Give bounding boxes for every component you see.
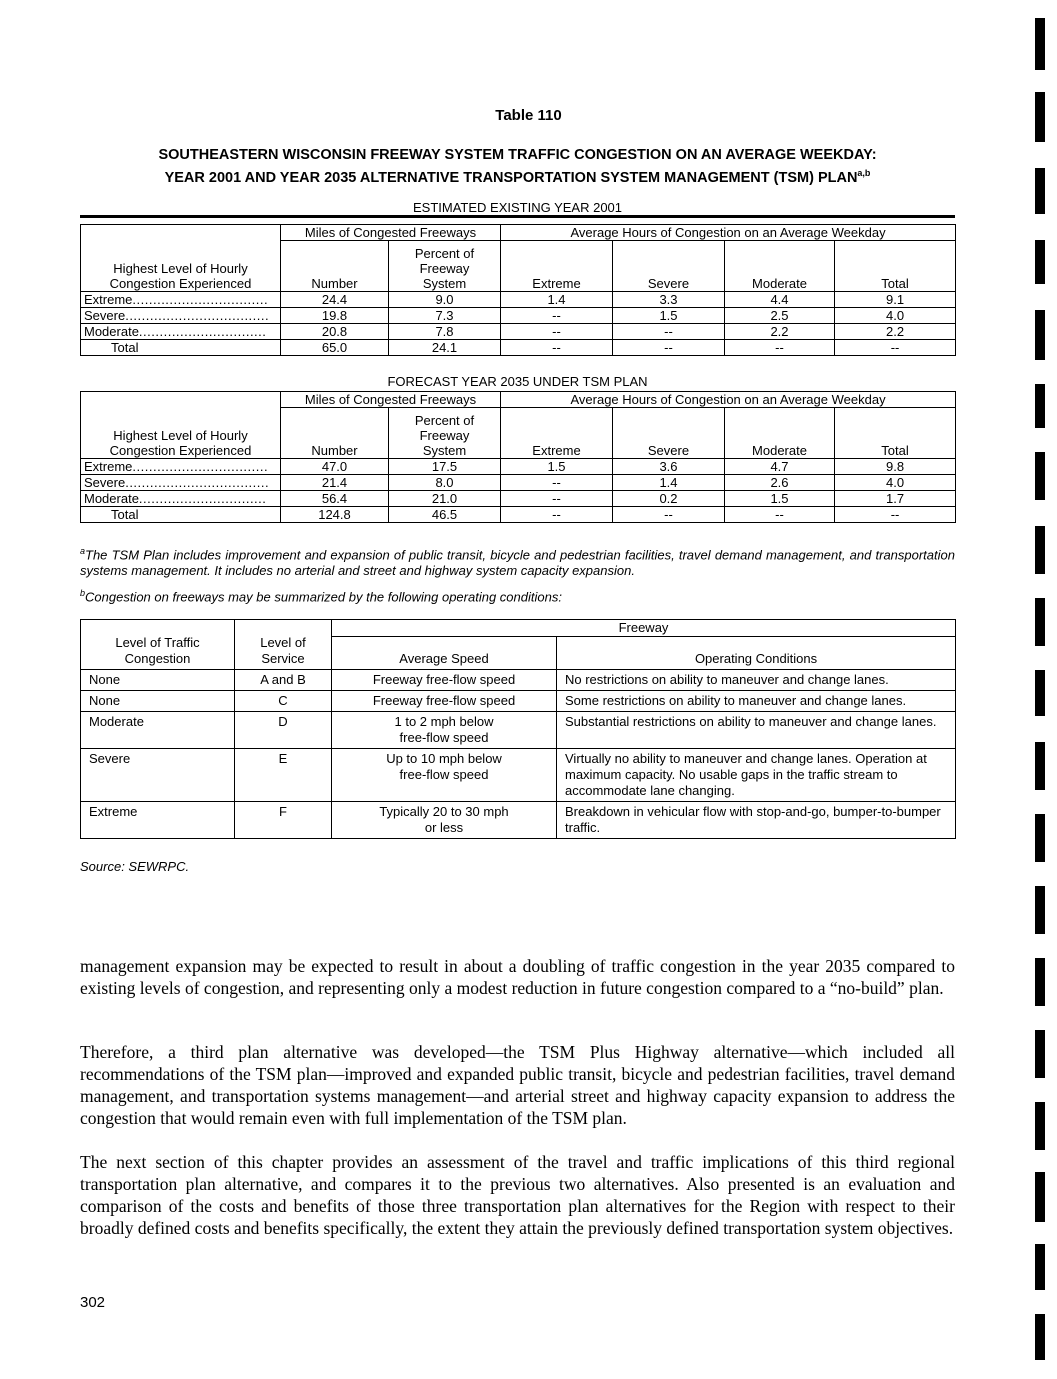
extreme-header: Extreme — [501, 408, 613, 459]
percent-header: Percent of Freeway System — [389, 408, 501, 459]
scan-mark — [1035, 240, 1045, 284]
scan-mark — [1035, 670, 1045, 716]
scan-mark — [1035, 1172, 1045, 1222]
table-row: Extreme................................. 24.4 9.0 1.4 3.3 4.4 9.1 — [81, 292, 956, 308]
table-row-total: Total 124.8 46.5 -- -- -- -- — [81, 507, 956, 523]
page-number: 302 — [80, 1294, 106, 1311]
miles-group-header: Miles of Congested Freeways — [281, 225, 501, 241]
forecast-table — [80, 391, 956, 523]
scan-mark — [1035, 742, 1045, 790]
conditions-header: Operating Conditions — [557, 637, 956, 670]
table-row: Moderate............................... 56.4 21.0 -- 0.2 1.5 1.7 — [81, 491, 956, 507]
table-row: Severe................................... 19.8 7.3 -- 1.5 2.5 4.0 — [81, 308, 956, 324]
level-header: Highest Level of Hourly Congestion Experienced — [81, 392, 281, 459]
scan-mark — [1035, 958, 1045, 1006]
note-b: $^b$Congestion on freeways may be summarized by the following operating conditions: — [80, 588, 562, 605]
body-paragraph-3: The next section of this chapter provides an assessment of the travel and traffic implications of this third regional transportation plan alternative, and compares it to the previous two alternatives. Also presented is an evaluation and comparison of the costs and benefits of those three transportation plan alternatives for the Region with respect to their broadly defined costs and benefits specifically, the extent they attain the previously defined transportation system objectives. — [80, 1152, 955, 1238]
scan-mark — [1035, 1244, 1045, 1290]
scan-mark — [1035, 1314, 1045, 1360]
percent-header: Percent of Freeway System — [389, 241, 501, 292]
total-header: Total — [835, 241, 956, 292]
hours-group-header: Average Hours of Congestion on an Average Weekday — [501, 225, 956, 241]
scan-mark — [1035, 452, 1045, 500]
note-a: $^a$The TSM Plan includes improvement and expansion of public transit, bicycle and pedestrian facilities, travel demand management, and transportation systems management. It includes no arterial and street and highway system capacity expansion. — [80, 546, 955, 579]
table-row: Severe................................... 21.4 8.0 -- 1.4 2.6 4.0 — [81, 475, 956, 491]
freeway-header: Freeway — [332, 620, 956, 637]
scan-mark — [1035, 814, 1045, 862]
miles-group-header: Miles of Congested Freeways — [281, 392, 501, 408]
number-header: Number — [281, 408, 389, 459]
table-row: Moderate............................... 20.8 7.8 -- -- 2.2 2.2 — [81, 324, 956, 340]
scan-mark — [1035, 310, 1045, 360]
moderate-header: Moderate — [725, 408, 835, 459]
number-header: Number — [281, 241, 389, 292]
moderate-header: Moderate — [725, 241, 835, 292]
extreme-header: Extreme — [501, 241, 613, 292]
table-row: None C Freeway free-flow speed Some restrictions on ability to maneuver and change lanes. — [81, 691, 956, 712]
table-row: Extreme................................. 47.0 17.5 1.5 3.6 4.7 9.8 — [81, 459, 956, 475]
speed-header: Average Speed — [332, 637, 557, 670]
title-superscript: a,b — [857, 168, 871, 178]
table-title-line1: SOUTHEASTERN WISCONSIN FREEWAY SYSTEM TRAFFIC CONGESTION ON AN AVERAGE WEEKDAY: — [158, 147, 877, 163]
levels-table — [80, 619, 956, 839]
scan-mark — [1035, 18, 1045, 70]
top-rule — [80, 215, 955, 218]
scan-mark — [1035, 1102, 1045, 1150]
table-title — [80, 146, 955, 187]
level-traffic-header: Level of Traffic Congestion — [81, 620, 235, 670]
severe-header: Severe — [613, 408, 725, 459]
forecast-heading: FORECAST YEAR 2035 UNDER TSM PLAN — [387, 374, 648, 389]
hours-group-header: Average Hours of Congestion on an Average Weekday — [501, 392, 956, 408]
existing-table — [80, 224, 956, 356]
level-header: Highest Level of Hourly Congestion Experienced — [81, 225, 281, 292]
table-number: Table 110 — [495, 107, 562, 124]
existing-heading: ESTIMATED EXISTING YEAR 2001 — [412, 200, 623, 215]
scan-mark — [1035, 92, 1045, 142]
table-row: Severe E Up to 10 mph below free-flow speed Virtually no ability to maneuver and change lanes. Operation at maximum capacity. No usable gaps in the traffic stream to accommodate lane changing. — [81, 749, 956, 802]
severe-header: Severe — [613, 241, 725, 292]
body-paragraph-1: management expansion may be expected to result in about a doubling of traffic congestion in the year 2035 compared to existing levels of congestion, and representing only a modest reduction in future congestion compared to a “no-build” plan. — [80, 956, 955, 998]
total-header: Total — [835, 408, 956, 459]
scan-mark — [1035, 526, 1045, 574]
table-row: Moderate D 1 to 2 mph below free-flow speed Substantial restrictions on ability to maneuver and change lanes. — [81, 712, 956, 749]
scan-mark — [1035, 384, 1045, 428]
scan-mark — [1035, 886, 1045, 934]
source-note: Source: SEWRPC. — [80, 859, 190, 874]
table-row: Extreme F Typically 20 to 30 mph or less Breakdown in vehicular flow with stop-and-go, bumper-to-bumper traffic. — [81, 802, 956, 839]
los-header: Level of Service — [235, 620, 332, 670]
scan-mark — [1035, 598, 1045, 646]
body-paragraph-2: Therefore, a third plan alternative was developed—the TSM Plus Highway alternative—which included all recommendations of the TSM plan—improved and expanded public transit, bicycle and pedestrian facilities, travel demand management, and transportation systems management—and arterial street and highway capacity expansion to address the congestion that would remain even with full implementation of the TSM plan. — [80, 1042, 955, 1128]
table-row: None A and B Freeway free-flow speed No restrictions on ability to maneuver and change lanes. — [81, 670, 956, 691]
scan-mark — [1035, 1030, 1045, 1078]
table-title-line2: YEAR 2001 AND YEAR 2035 ALTERNATIVE TRANSPORTATION SYSTEM MANAGEMENT (TSM) PLAN$^{a,b}$ — [164, 168, 871, 186]
scan-mark — [1035, 168, 1045, 214]
table-row-total: Total 65.0 24.1 -- -- -- -- — [81, 340, 956, 356]
